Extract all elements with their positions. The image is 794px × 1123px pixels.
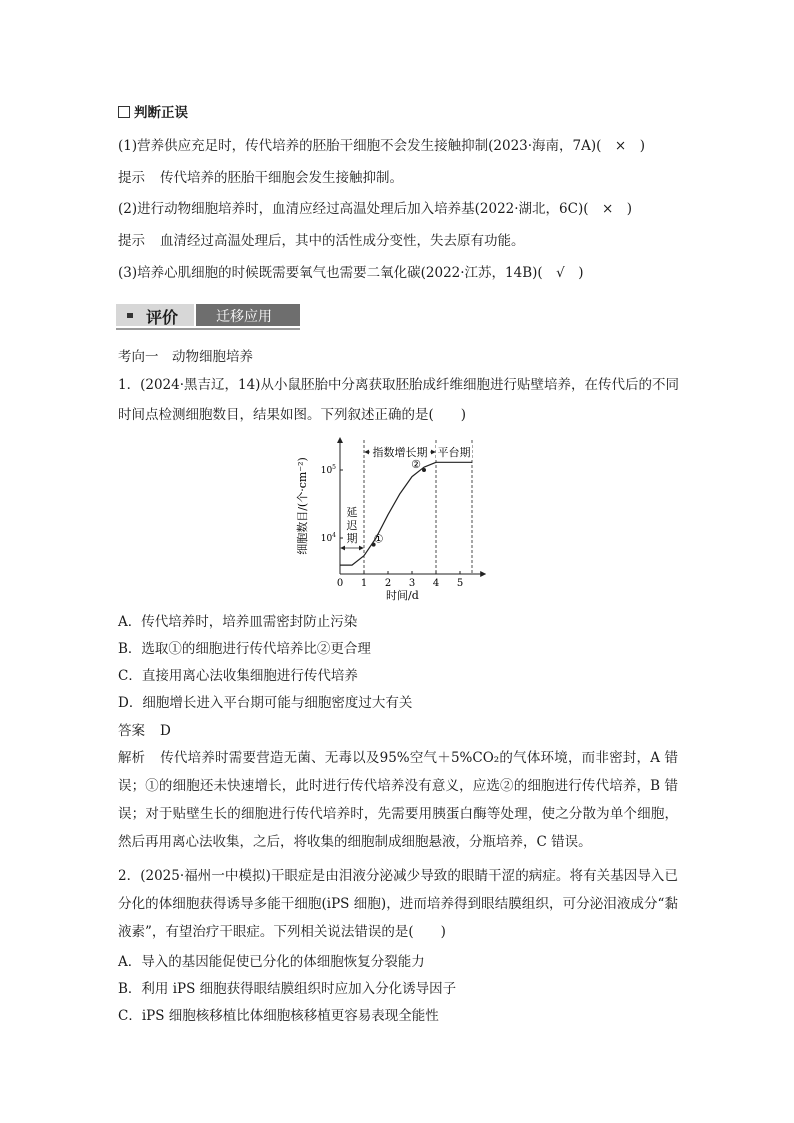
x-axis-label: 时间/d: [386, 589, 419, 602]
y-tick-label: $10^4$: [320, 532, 336, 544]
lag-phase-label: 延: [346, 506, 358, 519]
section-banner: [116, 304, 300, 326]
q2-option-a: A．导入的基因能促使已分化的体细胞恢复分裂能力: [118, 954, 425, 970]
y-tick-label: $10^5$: [320, 464, 336, 476]
answer-label: 答案: [118, 723, 145, 739]
q2-option-c: C．iPS 细胞核移植比体细胞核移植更容易表现全能性: [118, 1008, 439, 1024]
lag-phase-label: 迟: [346, 519, 358, 532]
cell-growth-chart: [292, 434, 492, 606]
marker-label: ①: [373, 532, 384, 546]
x-tick-label: 1: [360, 578, 368, 589]
phase-label: 指数增长期: [372, 446, 428, 459]
q1-stem-line1: 1．(2024·黑吉辽，14)从小鼠胚胎中分离获取胚胎成纤维细胞进行贴壁培养，在传代后的不同: [118, 377, 679, 393]
q1-option-b: B．选取①的细胞进行传代培养比②更合理: [118, 641, 371, 657]
phase-label: 平台期: [437, 446, 471, 459]
judgment-1: (1)营养供应充足时，传代培养的胚胎干细胞不会发生接触抑制(2023·海南，7A)( × ): [118, 138, 645, 154]
x-tick-label: 5: [456, 578, 464, 589]
direction-title: 考向一 动物细胞培养: [118, 349, 253, 365]
edit-checkbox-icon: [118, 106, 130, 118]
q1-answer: [118, 722, 171, 740]
tip-1: 提示 传代培养的胚胎干细胞会发生接触抑制。: [118, 170, 403, 186]
answer-value: D: [160, 723, 171, 739]
banner-right: 迁移应用: [196, 304, 300, 326]
tip-label: 提示: [118, 170, 145, 186]
x-tick-label: 0: [336, 578, 344, 589]
q1-option-d: D．细胞增长进入平台期可能与细胞密度过大有关: [118, 695, 413, 711]
tip-label: 提示: [118, 233, 145, 249]
x-tick-label: 2: [384, 578, 392, 589]
q1-option-a: A．传代培养时，培养皿需密封防止污染: [118, 614, 358, 630]
judgment-2: (2)进行动物细胞培养时，血清应经过高温处理后加入培养基(2022·湖北，6C)( × ): [118, 201, 633, 217]
banner-left: 评价: [116, 304, 194, 326]
marker-point: [422, 468, 426, 472]
growth-curve: [340, 462, 472, 565]
section-header: 判断正误: [118, 104, 188, 122]
marker-label: ②: [411, 458, 421, 471]
square-bullet-icon: [127, 313, 133, 318]
q1-analysis: 解析 传代培养时需要营造无菌、无毒以及95%空气＋5%CO₂的气体环境，而非密封，A 错误；①的细胞还未快速增长，此时进行传代培养没有意义，应选②的细胞进行传代培养，B 错误；对于贴壁生长的细胞进行传代培养时，先需要用胰蛋白酶等处理，使之分散为单个细胞，然后再用离心法收集，之后，将收集的细胞制成细胞悬液，分瓶培养，C 错误。: [118, 744, 678, 856]
q1-stem-line2: 时间点检测细胞数目，结果如图。下列叙述正确的是( ): [118, 407, 467, 423]
q2-option-b: B．利用 iPS 细胞获得眼结膜组织时应加入分化诱导因子: [118, 981, 457, 997]
lag-phase-label: 期: [346, 532, 358, 545]
x-tick-label: 3: [408, 578, 416, 589]
judgment-3: (3)培养心肌细胞的时候既需要氧气也需要二氧化碳(2022·江苏，14B)( √ ): [118, 265, 584, 281]
banner-rule: [116, 328, 300, 330]
q2-stem: 2．(2025·福州一中模拟)干眼症是由泪液分泌减少导致的眼睛干涩的病症。将有关基因导入已分化的体细胞获得诱导多能干细胞(iPS 细胞)，进而培养得到眼结膜组织，可分泌泪液成分“黏液素”，有望治疗干眼症。下列相关说法错误的是( ): [118, 868, 678, 940]
x-tick-label: 4: [432, 578, 440, 589]
q1-option-c: C．直接用离心法收集细胞进行传代培养: [118, 668, 358, 684]
tip-2: 提示 血清经过高温处理后，其中的活性成分变性，失去原有功能。: [118, 233, 525, 249]
analysis-label: 解析: [118, 750, 145, 766]
y-axis-label: 细胞数目/(个·cm⁻²): [296, 457, 309, 555]
